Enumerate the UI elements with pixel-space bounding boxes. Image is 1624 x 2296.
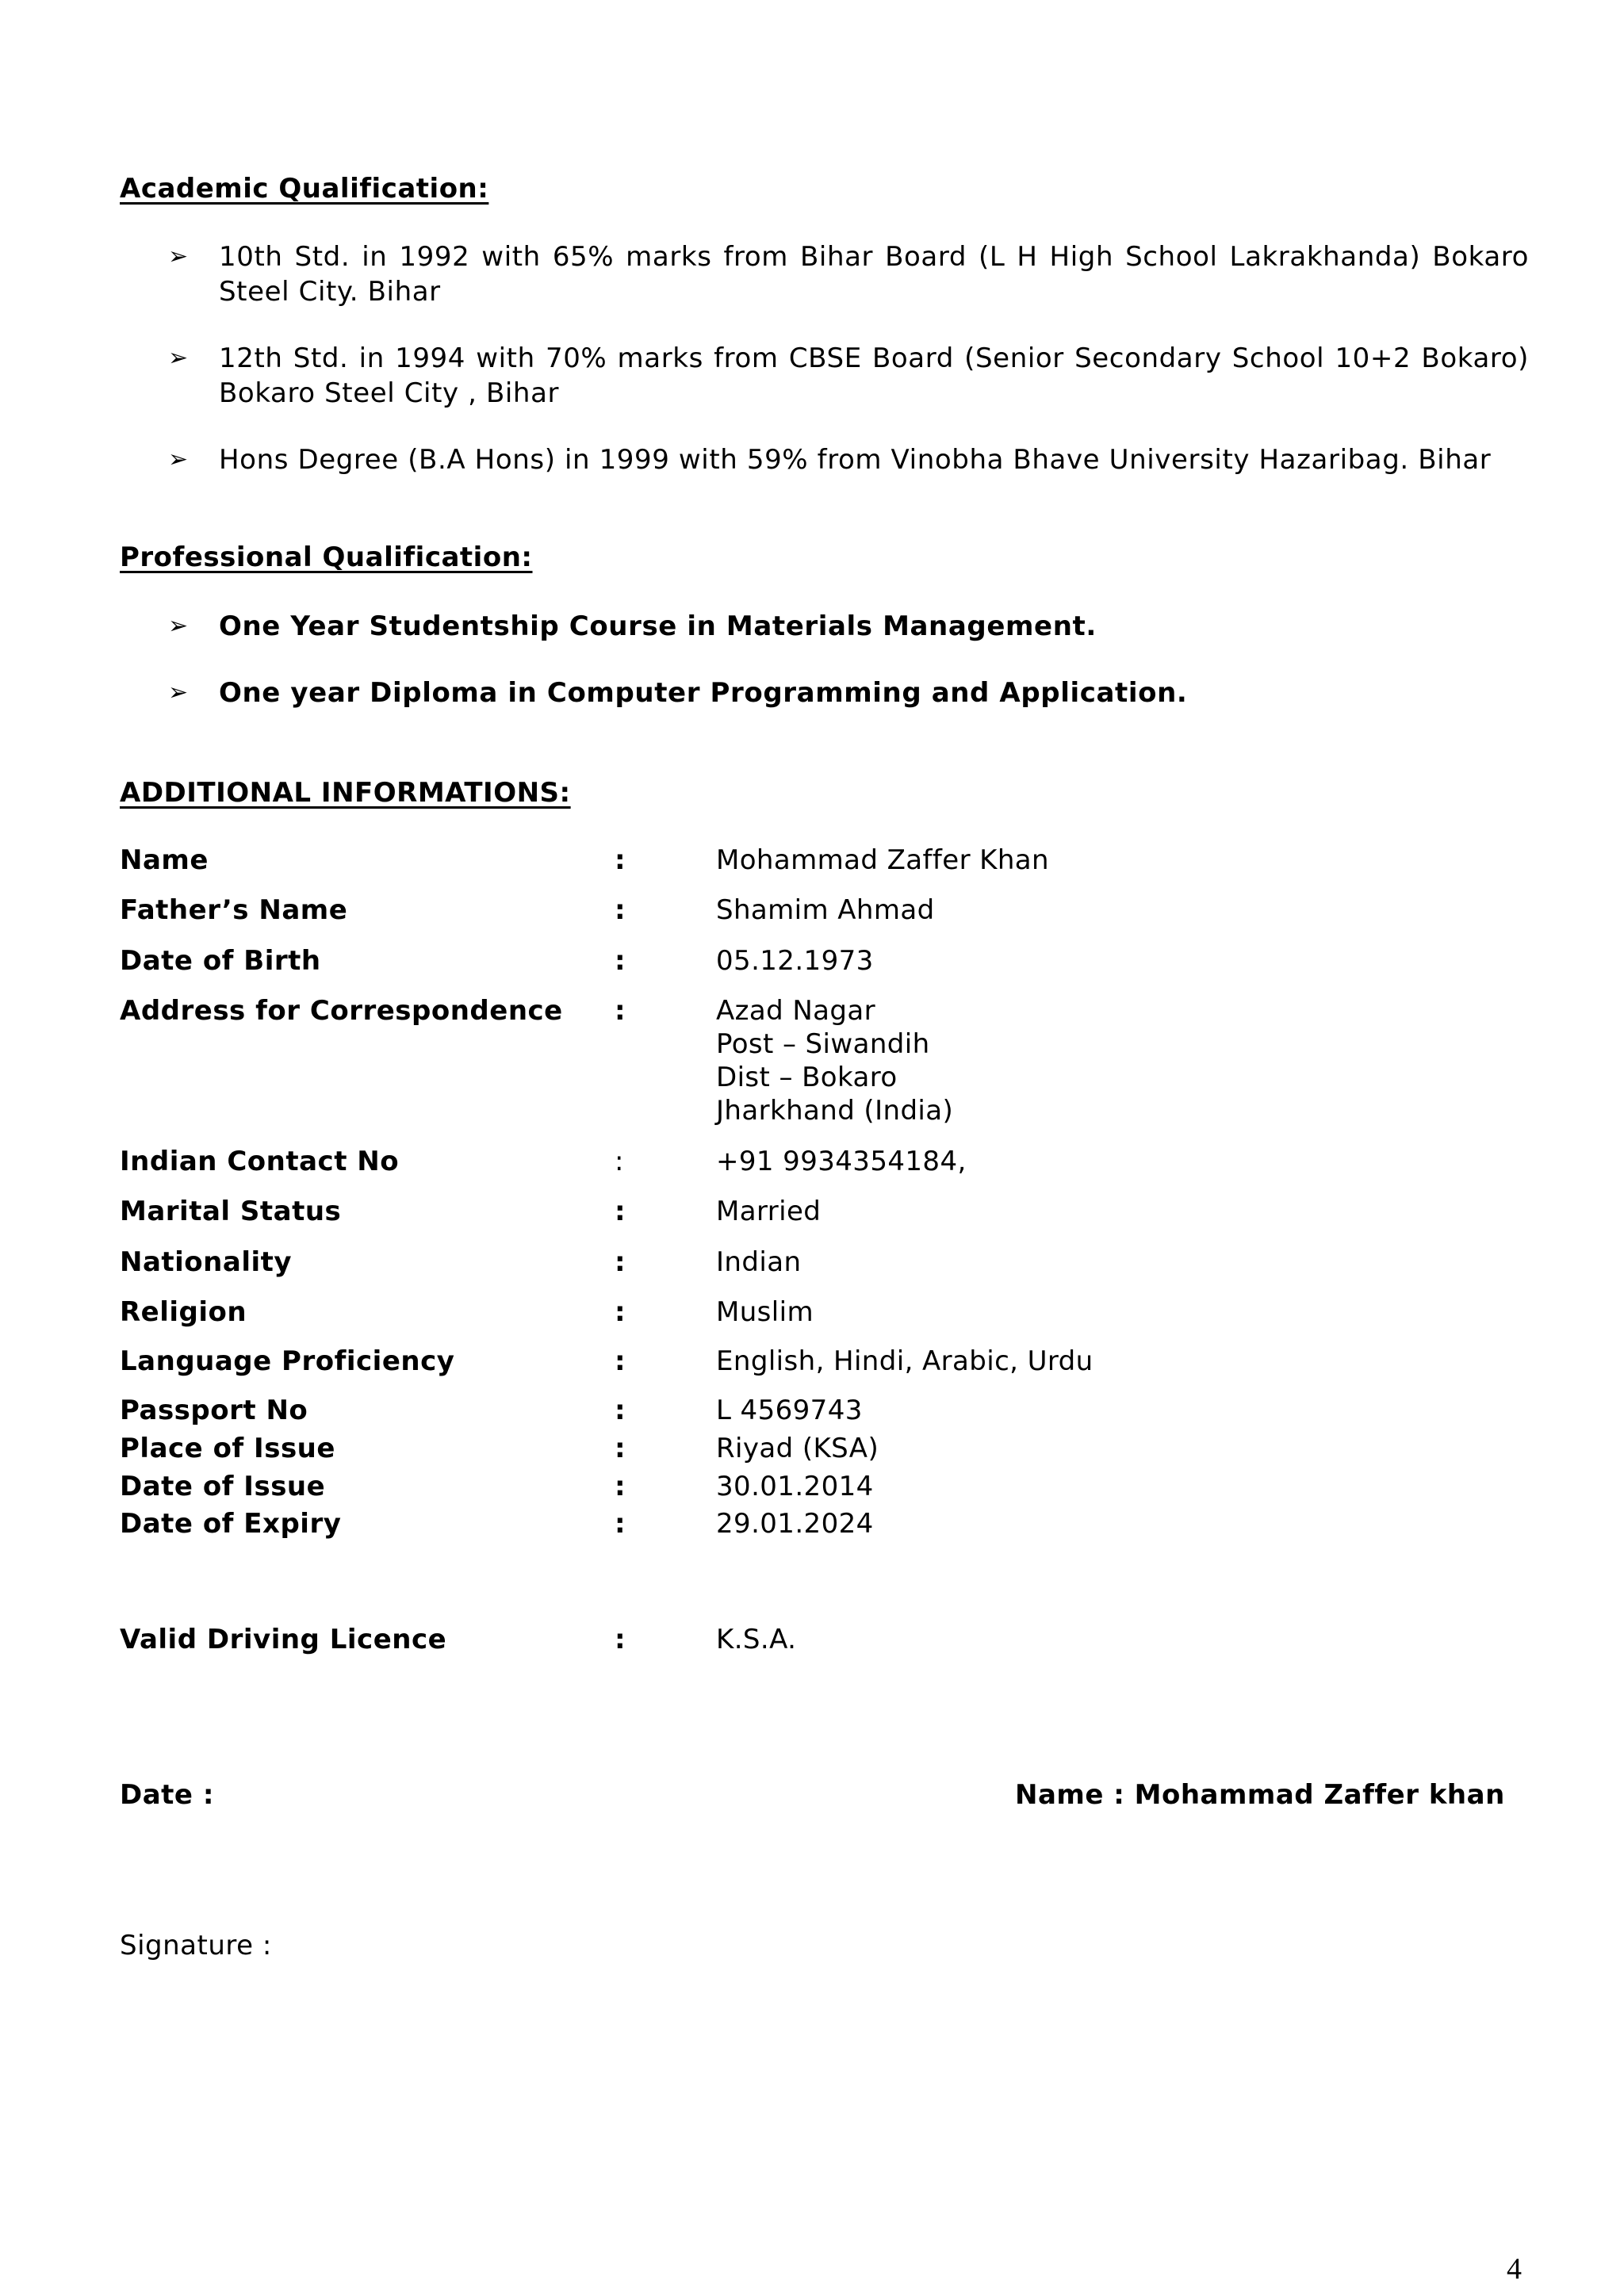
info-value: Muslim	[716, 1296, 814, 1328]
arrow-bullet-icon: ➢	[168, 243, 189, 270]
info-colon: :	[615, 945, 626, 977]
info-label: Father’s Name	[120, 894, 348, 926]
info-value: English, Hindi, Arabic, Urdu	[716, 1345, 1094, 1377]
info-value: Mohammad Zaffer Khan	[716, 844, 1049, 876]
info-label: Language Proficiency	[120, 1345, 455, 1377]
address-block	[716, 994, 953, 1127]
academic-qualification-heading: Academic Qualification:	[120, 173, 489, 205]
address-line: Azad Nagar	[716, 995, 875, 1027]
info-value: Married	[716, 1196, 822, 1227]
info-value: 29.01.2024	[716, 1508, 874, 1540]
list-item-text: One Year Studentship Course in Materials Management.	[219, 610, 1097, 642]
info-colon: :	[615, 1395, 626, 1426]
info-colon: :	[615, 1246, 626, 1278]
info-colon: :	[615, 995, 626, 1027]
list-item-text: Hons Degree (B.A Hons) in 1999 with 59% from Vinobha Bhave University Hazaribag. Bihar	[219, 444, 1492, 476]
info-value: L 4569743	[716, 1395, 863, 1426]
info-colon: :	[615, 1196, 626, 1227]
signature-label: Signature :	[120, 1930, 272, 1961]
info-colon: :	[615, 1146, 624, 1177]
list-item-text: One year Diploma in Computer Programming and Application.	[219, 677, 1188, 709]
info-value: Riyad (KSA)	[716, 1433, 879, 1464]
info-label: Date of Expiry	[120, 1508, 342, 1540]
arrow-bullet-icon: ➢	[168, 344, 189, 372]
info-label: Religion	[120, 1296, 247, 1328]
info-value: +91 9934354184,	[716, 1146, 967, 1177]
info-label: Date of Issue	[120, 1471, 326, 1502]
info-label: Valid Driving Licence	[120, 1624, 447, 1655]
info-label: Place of Issue	[120, 1433, 335, 1464]
address-line: Dist – Bokaro	[716, 1062, 898, 1093]
info-label: Marital Status	[120, 1196, 342, 1227]
info-label: Name	[120, 844, 209, 876]
info-colon: :	[615, 1345, 626, 1377]
signatory-name: Name : Mohammad Zaffer khan	[1015, 1779, 1505, 1811]
arrow-bullet-icon: ➢	[168, 612, 189, 640]
page-number: 4	[1507, 2252, 1522, 2286]
info-label: Address for Correspondence	[120, 995, 563, 1027]
info-colon: :	[615, 1508, 626, 1540]
info-colon: :	[615, 1433, 626, 1464]
info-label: Indian Contact No	[120, 1146, 400, 1177]
info-colon: :	[615, 1624, 626, 1655]
info-label: Nationality	[120, 1246, 293, 1278]
arrow-bullet-icon: ➢	[168, 446, 189, 473]
info-value: 05.12.1973	[716, 945, 874, 977]
date-label: Date :	[120, 1779, 214, 1811]
info-value: K.S.A.	[716, 1624, 797, 1655]
additional-informations-heading: ADDITIONAL INFORMATIONS:	[120, 777, 571, 809]
info-label: Passport No	[120, 1395, 308, 1426]
arrow-bullet-icon: ➢	[168, 679, 189, 706]
info-label: Date of Birth	[120, 945, 321, 977]
info-value: Shamim Ahmad	[716, 894, 935, 926]
list-item-text: 10th Std. in 1992 with 65% marks from Bihar Board (L H High School Lakrakhanda) Bokaro Steel City. Bihar	[219, 241, 1529, 308]
info-value: 30.01.2014	[716, 1471, 874, 1502]
info-colon: :	[615, 844, 626, 876]
info-colon: :	[615, 1471, 626, 1502]
professional-qualification-heading: Professional Qualification:	[120, 541, 533, 573]
info-value: Indian	[716, 1246, 802, 1278]
info-colon: :	[615, 894, 626, 926]
address-line: Post – Siwandih	[716, 1028, 930, 1060]
list-item-text: 12th Std. in 1994 with 70% marks from CBSE Board (Senior Secondary School 10+2 Bokaro) Bokaro Steel City , Bihar	[219, 342, 1529, 409]
address-line: Jharkhand (India)	[716, 1095, 954, 1127]
info-colon: :	[615, 1296, 626, 1328]
